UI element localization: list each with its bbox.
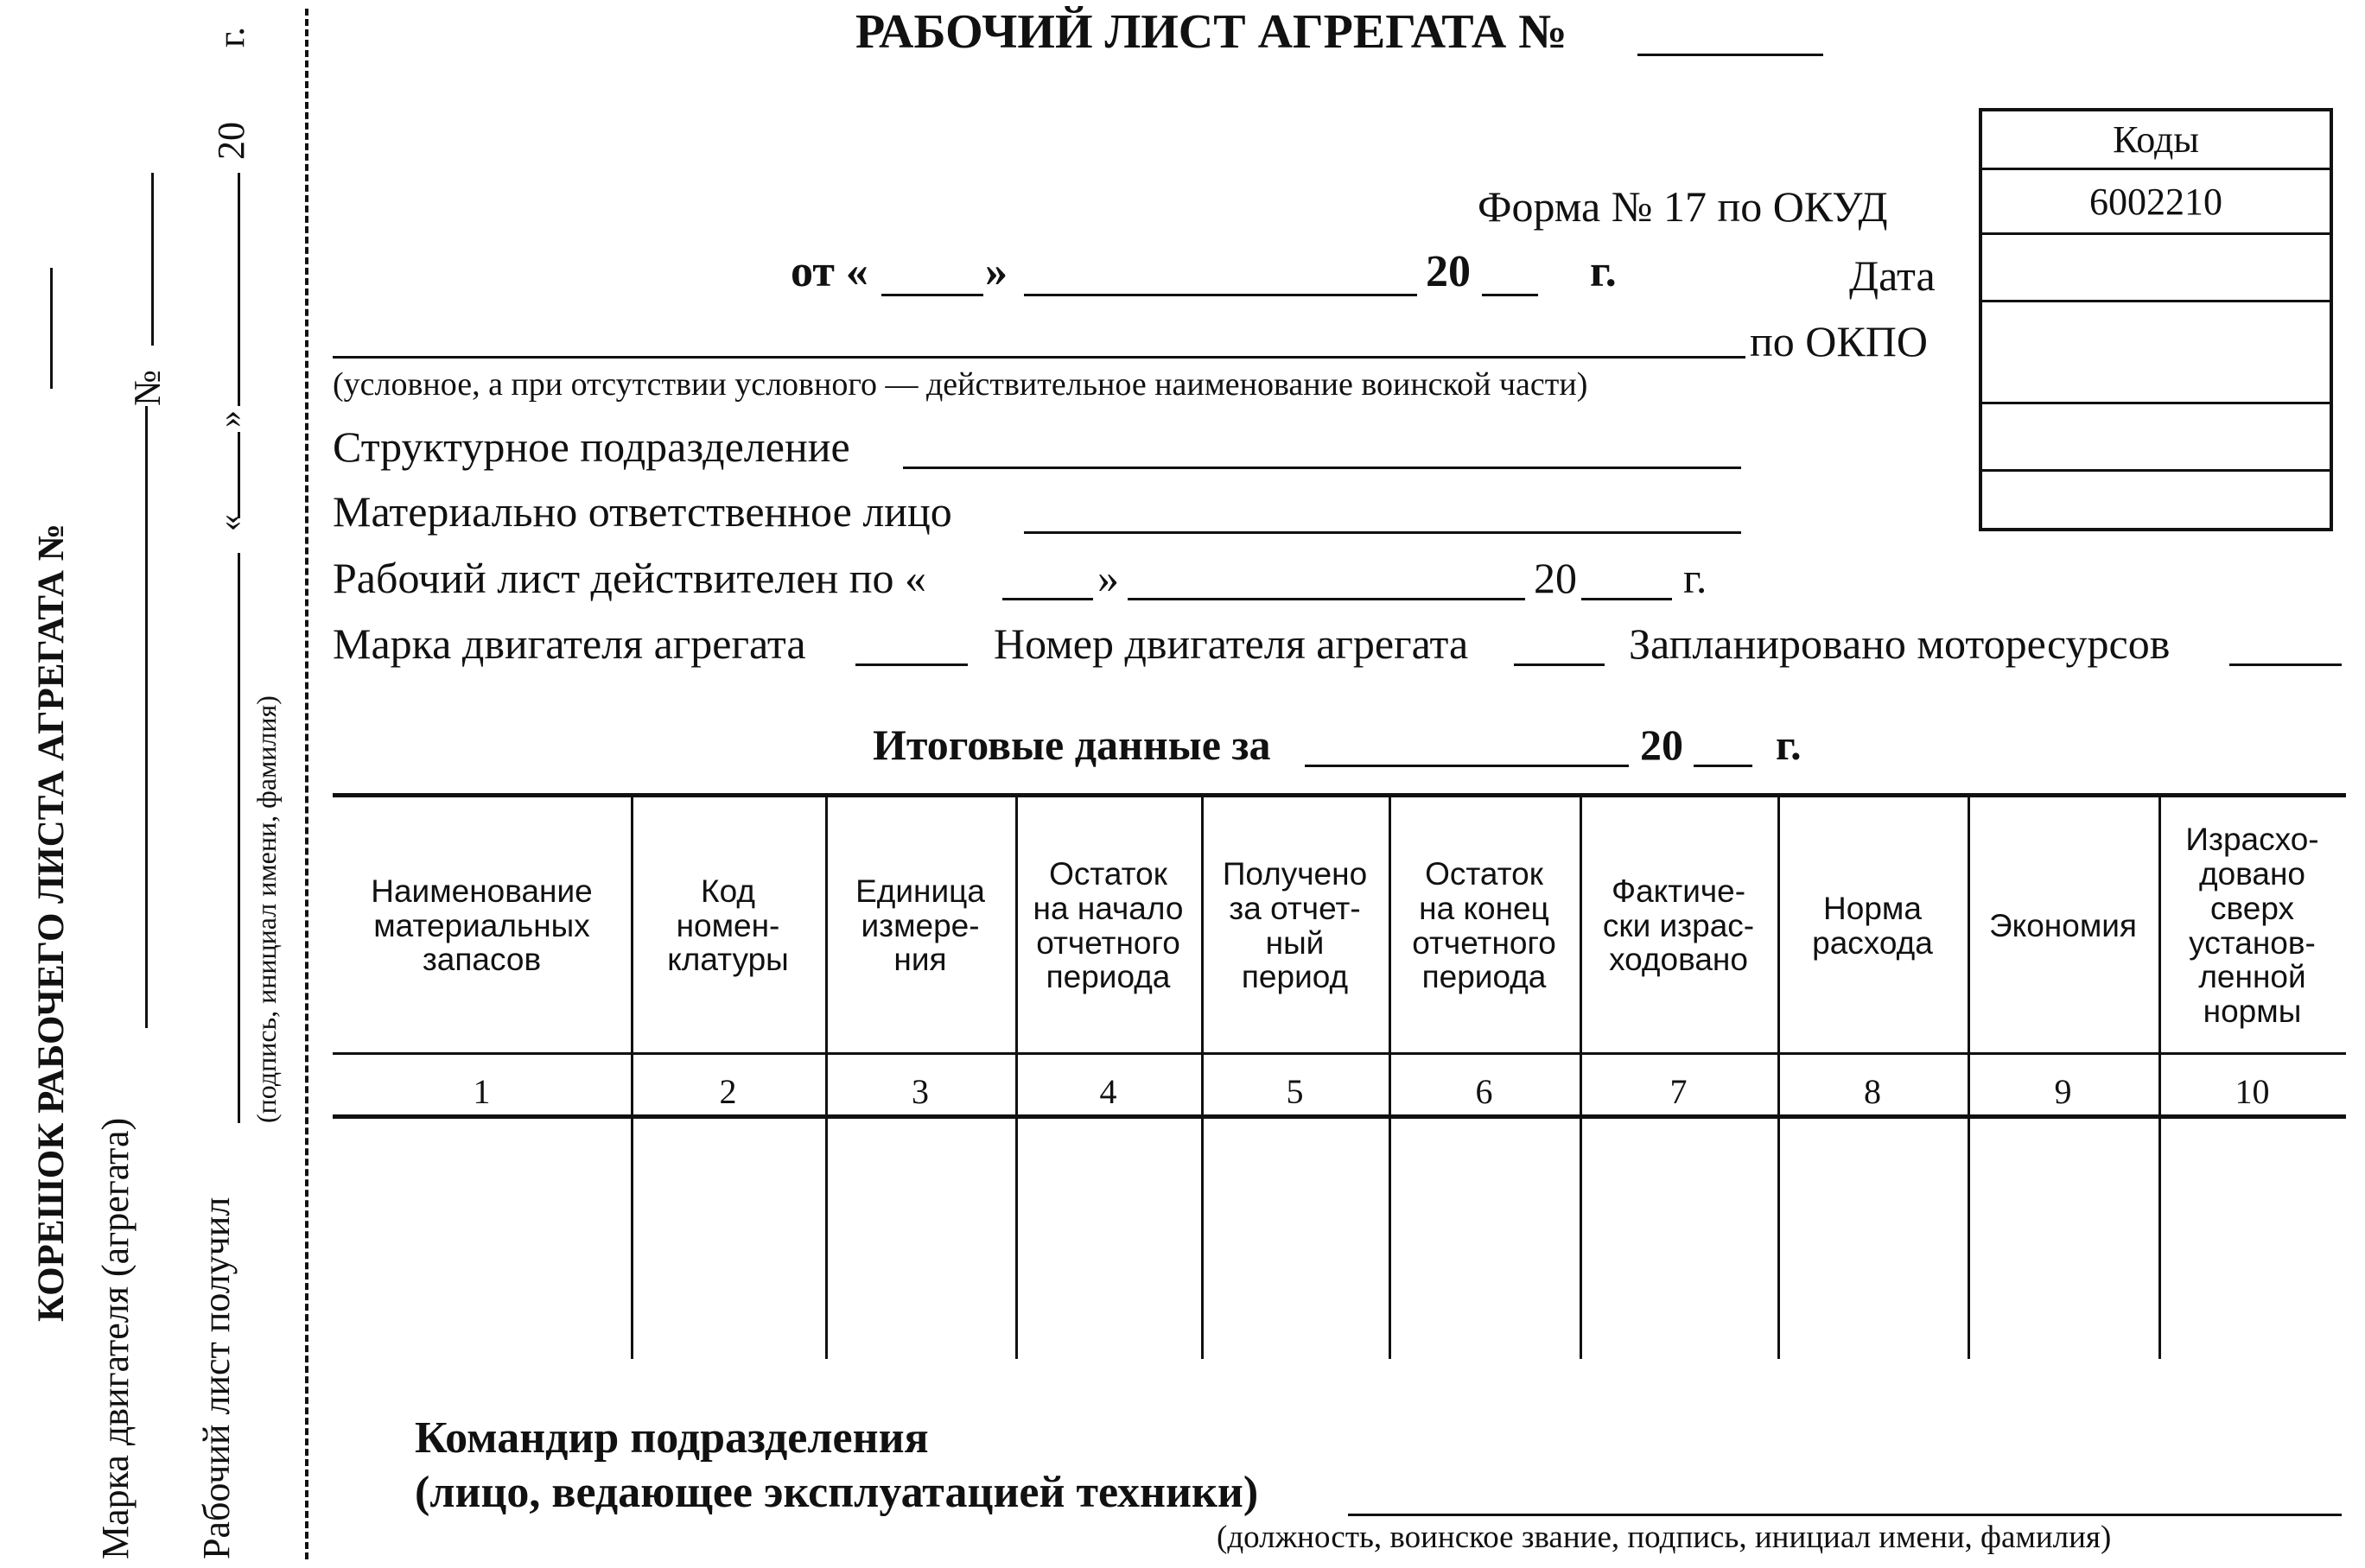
- table-header-line: установ-: [2189, 924, 2316, 961]
- document-title-text: РАБОЧИЙ ЛИСТ АГРЕГАТА №: [855, 5, 1567, 59]
- date-year: 20: [1426, 247, 1471, 296]
- summary-year-suffix: г.: [1776, 721, 1802, 769]
- table-header-cell: [1580, 807, 1777, 1044]
- summary-label: Итоговые данные за: [873, 721, 1271, 769]
- table-header-line: периода: [1046, 959, 1171, 995]
- okpo-label: по ОКПО: [1750, 317, 1928, 365]
- stub-month-line: [238, 173, 240, 406]
- valid-close-quote: »: [1097, 554, 1119, 602]
- responsible-line: [1024, 531, 1741, 534]
- engine-number-label: Номер двигателя агрегата: [994, 619, 1469, 668]
- unit-name-hint: (условное, а при отсутствии условного — действительное наименование воинской части): [333, 366, 1588, 403]
- table-header-line: измере-: [861, 907, 980, 943]
- valid-until-label: Рабочий лист действителен по «: [333, 554, 927, 602]
- date-label: Дата: [1849, 251, 1936, 300]
- valid-year-line: [1581, 598, 1672, 600]
- division-line: [903, 467, 1741, 469]
- codes-okpo-cell: [1982, 302, 2330, 404]
- table-header-line: расхода: [1812, 924, 1933, 961]
- table-data-cell[interactable]: [825, 1121, 1015, 1359]
- table-data-cell[interactable]: [2158, 1121, 2346, 1359]
- table-column-number: 8: [1864, 1071, 1881, 1111]
- stub-open-quote: «: [210, 514, 249, 531]
- valid-year-suffix: г.: [1683, 554, 1707, 602]
- table-column-number: 7: [1669, 1071, 1688, 1111]
- table-header-line: Код: [701, 873, 755, 909]
- table-header-line: Экономия: [1989, 907, 2137, 943]
- table-data-cell[interactable]: [1389, 1121, 1580, 1359]
- table-header-cell: [2158, 807, 2346, 1044]
- table-header-line: запасов: [422, 942, 542, 978]
- table-data-cell[interactable]: [333, 1121, 631, 1359]
- table-header-rule: [333, 1052, 2346, 1055]
- commander-signature-line: [1348, 1514, 2342, 1516]
- table-header-line: ски израс-: [1602, 907, 1755, 943]
- table-header-cell: [1389, 807, 1580, 1044]
- responsible-label: Материально ответственное лицо: [333, 487, 952, 536]
- codes-title-text: Коды: [2113, 118, 2199, 161]
- codes-box: [1979, 108, 2333, 531]
- table-header-line: Израсхо-: [2185, 821, 2319, 857]
- table-data-cell[interactable]: [1201, 1121, 1389, 1359]
- document-number-line: [1637, 54, 1823, 56]
- date-from-label: от «: [791, 247, 868, 296]
- commander-subtitle: (лицо, ведающее эксплуатацией техники): [415, 1468, 1259, 1517]
- date-year-suffix: г.: [1590, 247, 1617, 296]
- stub-received-line: [238, 553, 240, 1123]
- table-column-number: 3: [912, 1071, 929, 1111]
- table-header-cell: [825, 807, 1015, 1044]
- engine-brand-label: Марка двигателя агрегата: [333, 619, 806, 668]
- document-title: [855, 4, 1567, 60]
- codes-okud-cell: [1982, 170, 2330, 235]
- table-data-cell[interactable]: [1015, 1121, 1201, 1359]
- table-header-line: сверх: [2210, 890, 2294, 926]
- table-column-number: 9: [2054, 1071, 2072, 1111]
- table-header-line: отчетного: [1412, 924, 1556, 961]
- summary-year-line: [1694, 765, 1752, 767]
- form-label: Форма № 17 по ОКУД: [1478, 182, 1888, 231]
- stub-received-label: Рабочий лист получил: [195, 1197, 238, 1559]
- valid-day-line: [1002, 598, 1093, 600]
- table-header-line: ходовано: [1609, 942, 1748, 978]
- stub-title-number-line: [50, 268, 53, 389]
- table-header-line: Единица: [855, 873, 985, 909]
- table-data-cell[interactable]: [1968, 1121, 2158, 1359]
- table-header-line: на конец: [1419, 890, 1549, 926]
- table-header-cell: [1015, 807, 1201, 1044]
- summary-year: 20: [1640, 721, 1683, 769]
- table-header-line: ленной: [2198, 959, 2306, 995]
- table-header-cell: [1968, 807, 2158, 1044]
- stub-year: 20: [210, 122, 252, 160]
- table-header-line: ный: [1265, 924, 1325, 961]
- stub-date-line: [238, 432, 240, 518]
- unit-name-line: [333, 356, 1745, 359]
- stub-title: КОРЕШОК РАБОЧЕГО ЛИСТА АГРЕГАТА №: [31, 524, 72, 1322]
- table-header-line: клатуры: [667, 942, 789, 978]
- table-header-line: периода: [1421, 959, 1547, 995]
- table-header-line: Получено: [1222, 855, 1368, 892]
- valid-month-line: [1128, 598, 1525, 600]
- summary-period-line: [1305, 765, 1629, 767]
- table-header-line: отчетного: [1036, 924, 1180, 961]
- codes-okud-value: 6002210: [2089, 180, 2222, 223]
- table-header-cell: [1777, 807, 1968, 1044]
- codes-title: [1982, 111, 2330, 170]
- stub-engine-brand-label: Марка двигателя (агрегата): [94, 1117, 137, 1559]
- date-day-line: [881, 294, 983, 296]
- table-header-cell: [333, 807, 631, 1044]
- valid-year: 20: [1534, 554, 1577, 602]
- stub-year-suffix: г.: [210, 26, 252, 48]
- stub-close-quote: »: [210, 410, 249, 428]
- table-header-line: нормы: [2203, 993, 2302, 1030]
- table-header-line: номен-: [676, 907, 780, 943]
- date-year-line: [1482, 294, 1538, 296]
- date-close-quote: »: [985, 247, 1008, 296]
- table-top-rule: [333, 793, 2346, 797]
- table-header-line: Наименование: [371, 873, 593, 909]
- table-data-cell[interactable]: [1580, 1121, 1777, 1359]
- stub-signature-hint: (подпись, инициал имени, фамилия): [251, 695, 282, 1123]
- commander-title: Командир подразделения: [415, 1413, 929, 1463]
- codes-date-cell: [1982, 235, 2330, 302]
- table-column-number: 6: [1475, 1071, 1493, 1111]
- division-label: Структурное подразделение: [333, 422, 850, 471]
- table-column-number: 1: [473, 1071, 491, 1111]
- table-data-cell[interactable]: [1777, 1121, 1968, 1359]
- engine-number-line: [1514, 663, 1605, 666]
- table-column-number: 10: [2235, 1071, 2270, 1111]
- table-column-number: 5: [1286, 1071, 1304, 1111]
- table-header-line: Остаток: [1049, 855, 1167, 892]
- commander-signature-hint: (должность, воинское звание, подпись, инициал имени, фамилия): [1217, 1520, 2112, 1555]
- table-header-line: материальных: [373, 907, 590, 943]
- date-month-line: [1024, 294, 1417, 296]
- table-header-line: Фактиче-: [1611, 873, 1746, 909]
- planned-line: [2229, 663, 2342, 666]
- table-header-line: Остаток: [1425, 855, 1543, 892]
- table-data-cell[interactable]: [631, 1121, 825, 1359]
- table-header-line: Норма: [1823, 890, 1922, 926]
- table-header-line: ния: [893, 942, 947, 978]
- stub-engine-brand-line: [145, 406, 148, 1028]
- table-column-number: 2: [719, 1071, 737, 1111]
- stub-number-sign: №: [126, 370, 168, 406]
- table-header-line: период: [1241, 959, 1349, 995]
- codes-extra-cell-2: [1982, 472, 2330, 528]
- summary-table: [333, 793, 2346, 1359]
- cut-line: [305, 9, 308, 1559]
- codes-extra-cell-1: [1982, 404, 2330, 472]
- table-header-cell: [1201, 807, 1389, 1044]
- table-header-line: за отчет-: [1229, 890, 1361, 926]
- table-header-line: довано: [2198, 855, 2305, 892]
- table-header-line: на начало: [1033, 890, 1184, 926]
- table-column-number: 4: [1099, 1071, 1117, 1111]
- planned-label: Запланировано моторесурсов: [1629, 619, 2171, 668]
- table-header-cell: [631, 807, 825, 1044]
- engine-brand-line: [855, 663, 968, 666]
- stub-number-line: [151, 173, 154, 346]
